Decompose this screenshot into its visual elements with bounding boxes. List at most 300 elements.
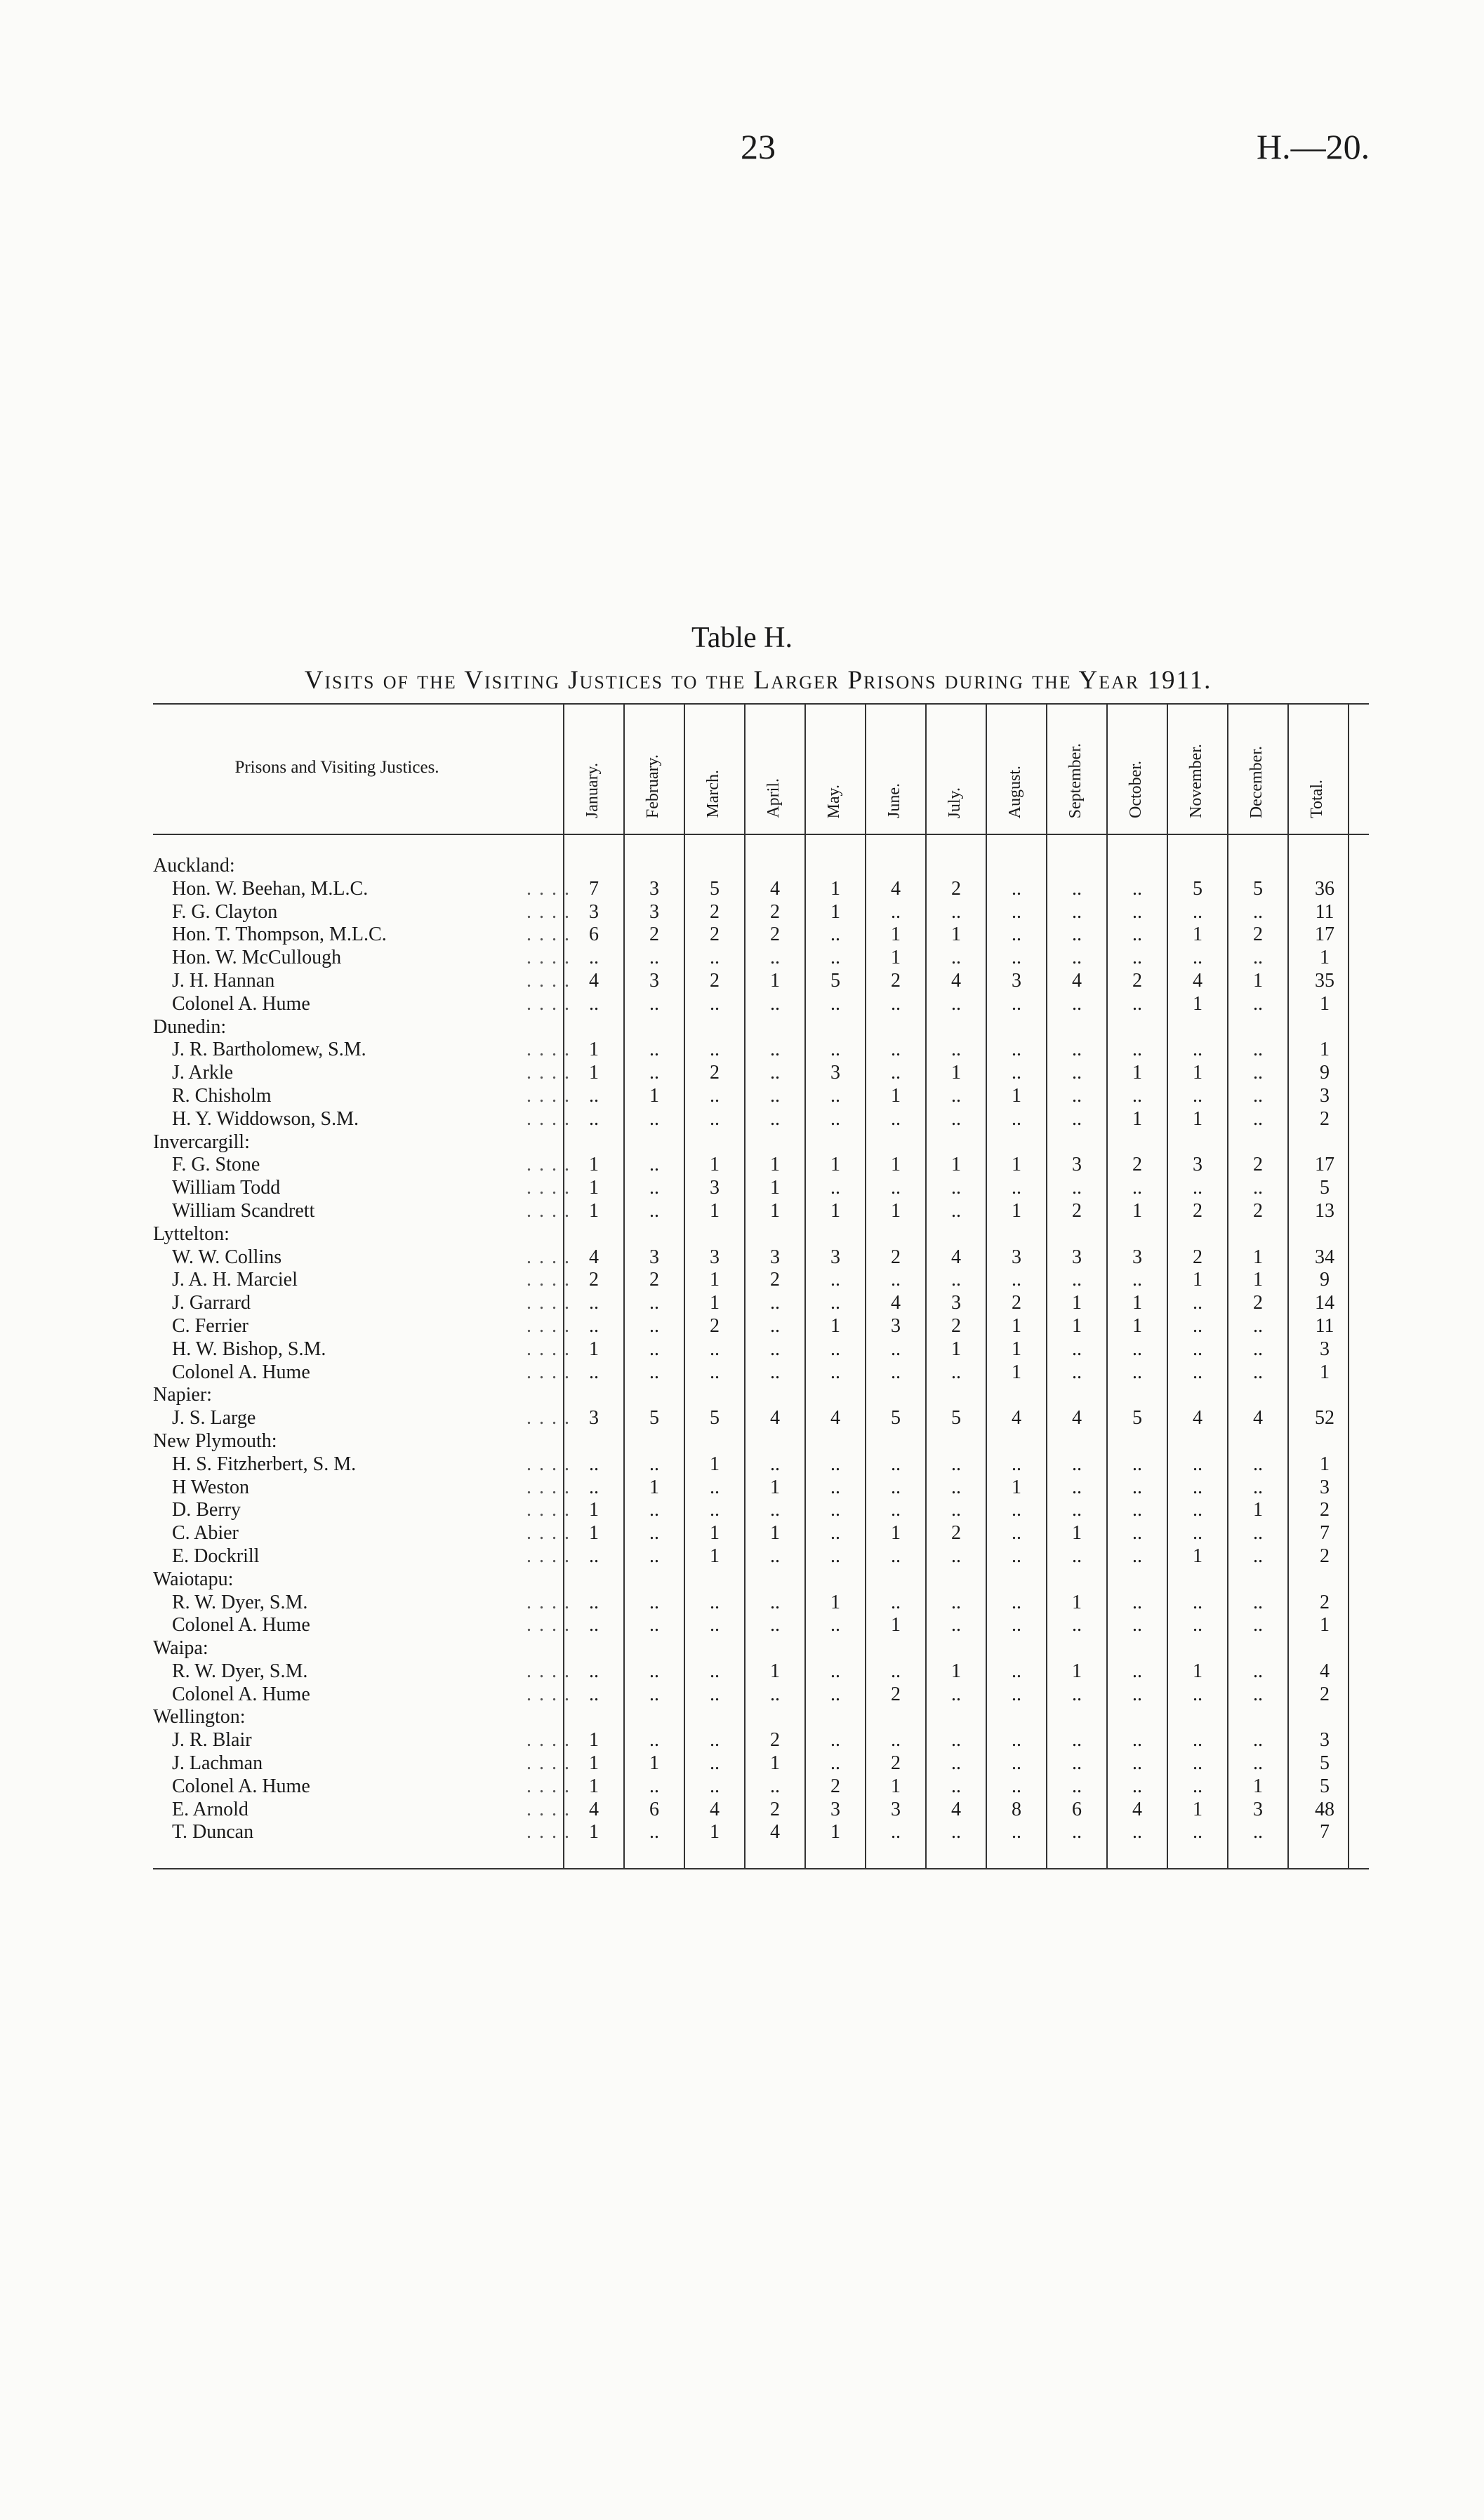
month-cell: .. xyxy=(1132,1591,1142,1613)
month-cell: .. xyxy=(1012,1660,1021,1682)
month-cell: 2 xyxy=(710,924,720,946)
month-cell: 1 xyxy=(891,1199,901,1222)
month-cell: 5 xyxy=(830,969,840,992)
month-cell: .. xyxy=(1072,1476,1082,1498)
month-cell: .. xyxy=(649,1545,659,1567)
month-cell: .. xyxy=(1072,1545,1082,1567)
month-cell: 1 xyxy=(1253,1499,1263,1521)
month-cell: .. xyxy=(770,992,780,1015)
month-cell: .. xyxy=(1132,1545,1142,1567)
month-cell: 4 xyxy=(1012,1407,1021,1429)
table-bottom-rule xyxy=(153,1868,1369,1869)
month-cell: .. xyxy=(589,1453,599,1475)
total-cell: 3 xyxy=(1320,1084,1330,1107)
table-row xyxy=(0,1614,1484,1637)
month-cell: 2 xyxy=(710,969,720,992)
month-cell: 1 xyxy=(951,1660,961,1682)
month-cell: 3 xyxy=(1012,1246,1021,1268)
column-header xyxy=(1167,709,1228,822)
month-cell: 4 xyxy=(891,877,901,900)
month-cell: 2 xyxy=(770,1729,780,1752)
leader-dots: . . . . xyxy=(526,992,571,1015)
total-cell: 7 xyxy=(1320,1522,1330,1545)
total-cell: 2 xyxy=(1320,1107,1330,1130)
total-cell: 3 xyxy=(1320,1476,1330,1498)
table-row xyxy=(0,1407,1484,1430)
month-cell: 1 xyxy=(1132,1314,1142,1337)
table-row xyxy=(0,1269,1484,1292)
month-cell: .. xyxy=(1072,1752,1082,1775)
month-cell: 3 xyxy=(830,1246,840,1268)
month-cell: .. xyxy=(589,1107,599,1130)
month-cell: .. xyxy=(951,1752,961,1775)
month-cell: 2 xyxy=(589,1269,599,1291)
month-cell: .. xyxy=(1253,1660,1263,1682)
month-cell: .. xyxy=(589,1591,599,1613)
month-cell: .. xyxy=(1253,1062,1263,1084)
month-cell: 1 xyxy=(1193,924,1203,946)
month-cell: 1 xyxy=(830,1199,840,1222)
month-cell: 3 xyxy=(710,1177,720,1199)
month-cell: 2 xyxy=(770,1798,780,1820)
month-cell: 1 xyxy=(770,969,780,992)
month-cell: .. xyxy=(951,1499,961,1521)
leader-dots: . . . . xyxy=(526,1545,571,1567)
month-cell: 3 xyxy=(649,900,659,923)
month-cell: 4 xyxy=(770,1407,780,1429)
month-cell: .. xyxy=(1012,1107,1021,1130)
total-cell: 1 xyxy=(1320,1039,1330,1061)
leader-dots: . . . . xyxy=(526,1269,571,1291)
month-cell: .. xyxy=(951,1775,961,1797)
month-cell: .. xyxy=(1253,1476,1263,1498)
month-cell: .. xyxy=(649,1729,659,1752)
month-cell: 1 xyxy=(1072,1660,1082,1682)
month-cell: 1 xyxy=(1012,1338,1021,1360)
table-top-rule xyxy=(153,703,1369,705)
month-cell: .. xyxy=(1193,1499,1203,1521)
month-cell: 2 xyxy=(710,1062,720,1084)
month-cell: .. xyxy=(830,1683,840,1705)
month-cell: .. xyxy=(1072,1177,1082,1199)
justice-name: E. Arnold xyxy=(172,1798,249,1820)
month-cell: 1 xyxy=(891,1522,901,1545)
month-cell: 1 xyxy=(589,1062,599,1084)
month-cell: .. xyxy=(649,1361,659,1383)
leader-dots: . . . . xyxy=(526,1798,571,1820)
month-cell: 1 xyxy=(710,1154,720,1176)
justice-name: T. Duncan xyxy=(172,1821,254,1844)
month-cell: .. xyxy=(951,1545,961,1567)
month-cell: .. xyxy=(951,1453,961,1475)
leader-dots: . . . . xyxy=(526,1199,571,1222)
total-cell: 3 xyxy=(1320,1729,1330,1752)
month-cell: .. xyxy=(710,1338,720,1360)
month-cell: .. xyxy=(1012,1499,1021,1521)
month-cell: .. xyxy=(710,1660,720,1682)
month-cell: .. xyxy=(589,1361,599,1383)
month-cell: 1 xyxy=(710,1821,720,1844)
header-bottom-rule xyxy=(153,834,1369,835)
column-header xyxy=(926,709,986,822)
month-cell: 4 xyxy=(710,1798,720,1820)
month-cell: 3 xyxy=(649,877,659,900)
month-cell: .. xyxy=(649,947,659,969)
justice-name: C. Ferrier xyxy=(172,1314,249,1337)
month-cell: .. xyxy=(1012,1453,1021,1475)
month-cell: 1 xyxy=(770,1154,780,1176)
total-cell: 7 xyxy=(1320,1821,1330,1844)
table-row xyxy=(0,1177,1484,1200)
leader-dots: . . . . xyxy=(526,877,571,900)
month-cell: .. xyxy=(649,1775,659,1797)
month-cell: .. xyxy=(1072,900,1082,923)
month-cell: .. xyxy=(589,1614,599,1636)
month-cell: .. xyxy=(1253,1453,1263,1475)
month-cell: 2 xyxy=(770,900,780,923)
leader-dots: . . . . xyxy=(526,1821,571,1844)
month-cell: .. xyxy=(1253,1683,1263,1705)
month-cell: 1 xyxy=(830,877,840,900)
month-cell: .. xyxy=(770,947,780,969)
month-cell: .. xyxy=(1132,1522,1142,1545)
month-cell: 6 xyxy=(649,1798,659,1820)
table-row xyxy=(0,1453,1484,1476)
month-cell: .. xyxy=(710,1361,720,1383)
month-cell: .. xyxy=(1132,1775,1142,1797)
month-cell: 1 xyxy=(1193,1107,1203,1130)
month-cell: .. xyxy=(649,1614,659,1636)
month-cell: 2 xyxy=(1132,969,1142,992)
month-cell: .. xyxy=(649,1199,659,1222)
month-cell: 1 xyxy=(1193,1660,1203,1682)
month-cell: .. xyxy=(1132,1614,1142,1636)
total-cell: 48 xyxy=(1315,1798,1334,1820)
month-cell: .. xyxy=(891,992,901,1015)
month-cell: 1 xyxy=(589,1522,599,1545)
month-cell: 1 xyxy=(1072,1292,1082,1314)
month-cell: .. xyxy=(1132,877,1142,900)
month-cell: .. xyxy=(830,1522,840,1545)
month-cell: 1 xyxy=(710,1292,720,1314)
stub-header: Prisons and Visiting Justices. xyxy=(234,758,439,777)
month-cell: 1 xyxy=(1072,1522,1082,1545)
month-cell: 1 xyxy=(830,1314,840,1337)
month-cell: .. xyxy=(1132,1361,1142,1383)
month-cell: .. xyxy=(891,1062,901,1084)
leader-dots: . . . . xyxy=(526,1752,571,1775)
month-cell: .. xyxy=(1072,1729,1082,1752)
month-cell: .. xyxy=(1012,1545,1021,1567)
month-cell: .. xyxy=(1253,1545,1263,1567)
month-cell: .. xyxy=(1193,1522,1203,1545)
month-cell: .. xyxy=(891,1338,901,1360)
leader-dots: . . . . xyxy=(526,1084,571,1107)
month-cell: .. xyxy=(1253,992,1263,1015)
month-cell: .. xyxy=(830,1545,840,1567)
month-cell: 3 xyxy=(830,1062,840,1084)
month-cell: .. xyxy=(830,1476,840,1498)
table-row xyxy=(0,1062,1484,1085)
month-cell: 1 xyxy=(710,1199,720,1222)
month-cell: .. xyxy=(951,1199,961,1222)
justice-name: R. W. Dyer, S.M. xyxy=(172,1591,308,1613)
month-cell: .. xyxy=(589,1683,599,1705)
justice-name: W. W. Collins xyxy=(172,1246,282,1268)
prison-group-row xyxy=(0,1384,1484,1407)
month-cell: .. xyxy=(649,1499,659,1521)
month-cell: 1 xyxy=(1193,1269,1203,1291)
month-cell: 5 xyxy=(710,877,720,900)
month-cell: 4 xyxy=(589,969,599,992)
total-cell: 1 xyxy=(1320,1453,1330,1475)
month-cell: 4 xyxy=(770,1821,780,1844)
month-cell: 4 xyxy=(951,969,961,992)
leader-dots: . . . . xyxy=(526,1729,571,1752)
month-cell: 1 xyxy=(1132,1107,1142,1130)
month-cell: .. xyxy=(1132,1084,1142,1107)
leader-dots: . . . . xyxy=(526,1683,571,1705)
month-cell: 1 xyxy=(951,1338,961,1360)
month-cell: 1 xyxy=(710,1522,720,1545)
table-row xyxy=(0,1499,1484,1522)
month-cell: .. xyxy=(891,1177,901,1199)
column-header xyxy=(1047,709,1107,822)
month-cell: .. xyxy=(830,1177,840,1199)
total-cell: 2 xyxy=(1320,1545,1330,1567)
month-cell: .. xyxy=(1193,1683,1203,1705)
month-cell: 2 xyxy=(1253,1199,1263,1222)
month-cell: 2 xyxy=(710,900,720,923)
justice-name: J. R. Bartholomew, S.M. xyxy=(172,1039,366,1061)
table-row xyxy=(0,1522,1484,1545)
column-header xyxy=(684,709,745,822)
table-row xyxy=(0,1108,1484,1131)
justice-name: Hon. W. McCullough xyxy=(172,947,342,969)
month-cell: .. xyxy=(1253,1361,1263,1383)
month-cell: .. xyxy=(1253,1084,1263,1107)
month-cell: .. xyxy=(830,1660,840,1682)
month-cell: .. xyxy=(770,1545,780,1567)
month-cell: .. xyxy=(1132,1729,1142,1752)
month-cell: .. xyxy=(891,1729,901,1752)
month-cell: .. xyxy=(770,1683,780,1705)
month-cell: .. xyxy=(1193,947,1203,969)
month-cell: .. xyxy=(649,1062,659,1084)
month-cell: .. xyxy=(951,1591,961,1613)
month-cell: 1 xyxy=(1253,1269,1263,1291)
month-cell: .. xyxy=(1193,1614,1203,1636)
month-cell: .. xyxy=(1072,1453,1082,1475)
month-cell: .. xyxy=(951,1039,961,1061)
leader-dots: . . . . xyxy=(526,1660,571,1682)
month-cell: 1 xyxy=(1253,1775,1263,1797)
month-cell: .. xyxy=(1253,1729,1263,1752)
column-header-label: June. xyxy=(885,783,903,818)
month-cell: .. xyxy=(1072,947,1082,969)
month-cell: 3 xyxy=(830,1798,840,1820)
month-cell: .. xyxy=(649,1522,659,1545)
month-cell: .. xyxy=(710,1591,720,1613)
month-cell: .. xyxy=(1012,1062,1021,1084)
justice-name: J. Lachman xyxy=(172,1752,263,1775)
month-cell: 2 xyxy=(770,924,780,946)
month-cell: 4 xyxy=(770,877,780,900)
month-cell: .. xyxy=(1072,1614,1082,1636)
leader-dots: . . . . xyxy=(526,1314,571,1337)
month-cell: .. xyxy=(1132,1453,1142,1475)
leader-dots: . . . . xyxy=(526,1361,571,1383)
month-cell: 1 xyxy=(891,924,901,946)
leader-dots: . . . . xyxy=(526,1775,571,1797)
month-cell: .. xyxy=(770,1499,780,1521)
column-header-label: January. xyxy=(583,762,602,818)
month-cell: .. xyxy=(1253,1314,1263,1337)
month-cell: 7 xyxy=(589,877,599,900)
total-cell: 5 xyxy=(1320,1177,1330,1199)
month-cell: .. xyxy=(589,992,599,1015)
month-cell: .. xyxy=(1253,1614,1263,1636)
leader-dots: . . . . xyxy=(526,1292,571,1314)
month-cell: .. xyxy=(1012,947,1021,969)
document-reference: H.—20. xyxy=(1257,127,1370,166)
month-cell: 4 xyxy=(1253,1407,1263,1429)
month-cell: .. xyxy=(649,1821,659,1844)
month-cell: .. xyxy=(1072,1683,1082,1705)
month-cell: .. xyxy=(891,1499,901,1521)
month-cell: .. xyxy=(770,1338,780,1360)
column-header-label: July. xyxy=(946,787,964,818)
month-cell: .. xyxy=(830,1361,840,1383)
leader-dots: . . . . xyxy=(526,1154,571,1176)
column-header xyxy=(624,709,684,822)
month-cell: .. xyxy=(891,1107,901,1130)
table-row xyxy=(0,1315,1484,1338)
total-cell: 2 xyxy=(1320,1591,1330,1613)
total-cell: 13 xyxy=(1315,1199,1334,1222)
month-cell: .. xyxy=(1253,1522,1263,1545)
total-cell: 2 xyxy=(1320,1499,1330,1521)
prison-group-row xyxy=(0,1016,1484,1039)
justice-name: J. H. Hannan xyxy=(172,969,275,992)
leader-dots: . . . . xyxy=(526,1246,571,1268)
month-cell: .. xyxy=(1193,900,1203,923)
prison-name: Dunedin: xyxy=(153,1015,227,1038)
justice-name: Hon. T. Thompson, M.L.C. xyxy=(172,924,387,946)
month-cell: .. xyxy=(710,1729,720,1752)
month-cell: .. xyxy=(1132,900,1142,923)
justice-name: William Scandrett xyxy=(172,1199,315,1222)
total-cell: 9 xyxy=(1320,1062,1330,1084)
month-cell: .. xyxy=(649,1660,659,1682)
month-cell: 5 xyxy=(1253,877,1263,900)
month-cell: .. xyxy=(830,1752,840,1775)
justice-name: H Weston xyxy=(172,1476,250,1498)
month-cell: 1 xyxy=(830,1821,840,1844)
month-cell: 1 xyxy=(589,1177,599,1199)
justice-name: Colonel A. Hume xyxy=(172,1361,310,1383)
prison-group-row xyxy=(0,1637,1484,1660)
month-cell: .. xyxy=(1072,1338,1082,1360)
month-cell: .. xyxy=(830,1338,840,1360)
month-cell: .. xyxy=(830,1499,840,1521)
month-cell: 2 xyxy=(830,1775,840,1797)
month-cell: .. xyxy=(1072,1107,1082,1130)
table-row xyxy=(0,1361,1484,1385)
month-cell: .. xyxy=(770,1591,780,1613)
month-cell: .. xyxy=(649,1107,659,1130)
month-cell: .. xyxy=(1253,1338,1263,1360)
month-cell: 1 xyxy=(589,1039,599,1061)
month-cell: .. xyxy=(891,1545,901,1567)
month-cell: .. xyxy=(1012,1591,1021,1613)
justice-name: J. R. Blair xyxy=(172,1729,252,1752)
month-cell: .. xyxy=(951,1821,961,1844)
month-cell: .. xyxy=(710,1084,720,1107)
month-cell: 1 xyxy=(1072,1314,1082,1337)
month-cell: .. xyxy=(830,1084,840,1107)
total-cell: 1 xyxy=(1320,992,1330,1015)
month-cell: .. xyxy=(830,1269,840,1291)
justice-name: J. Arkle xyxy=(172,1062,234,1084)
month-cell: .. xyxy=(1012,1729,1021,1752)
prison-name: Waiotapu: xyxy=(153,1568,234,1590)
month-cell: .. xyxy=(710,1107,720,1130)
month-cell: 1 xyxy=(1012,1314,1021,1337)
total-cell: 2 xyxy=(1320,1683,1330,1705)
column-header-label: May. xyxy=(825,784,843,818)
total-cell: 9 xyxy=(1320,1269,1330,1291)
leader-dots: . . . . xyxy=(526,1407,571,1429)
month-cell: .. xyxy=(649,1591,659,1613)
month-cell: .. xyxy=(1072,1084,1082,1107)
month-cell: 1 xyxy=(589,1338,599,1360)
table-row xyxy=(0,1200,1484,1223)
month-cell: .. xyxy=(1012,1683,1021,1705)
justice-name: H. W. Bishop, S.M. xyxy=(172,1338,326,1360)
justice-name: Colonel A. Hume xyxy=(172,992,310,1015)
leader-dots: . . . . xyxy=(526,900,571,923)
month-cell: 3 xyxy=(589,900,599,923)
justice-name: Colonel A. Hume xyxy=(172,1614,310,1636)
month-cell: .. xyxy=(1193,1476,1203,1498)
month-cell: 4 xyxy=(1132,1798,1142,1820)
table-body xyxy=(0,855,1484,1844)
month-cell: 1 xyxy=(951,924,961,946)
month-cell: 1 xyxy=(710,1453,720,1475)
total-cell: 4 xyxy=(1320,1660,1330,1682)
month-cell: .. xyxy=(770,1292,780,1314)
month-cell: 2 xyxy=(1132,1154,1142,1176)
month-cell: .. xyxy=(891,1821,901,1844)
month-cell: 4 xyxy=(951,1246,961,1268)
month-cell: .. xyxy=(1012,1039,1021,1061)
month-cell: .. xyxy=(710,947,720,969)
table-row xyxy=(0,1592,1484,1615)
month-cell: 1 xyxy=(1193,1545,1203,1567)
month-cell: 3 xyxy=(649,969,659,992)
month-cell: .. xyxy=(951,1476,961,1498)
month-cell: 2 xyxy=(891,1246,901,1268)
table-row xyxy=(0,993,1484,1016)
column-header xyxy=(986,709,1047,822)
month-cell: .. xyxy=(1132,1338,1142,1360)
month-cell: 4 xyxy=(891,1292,901,1314)
table-row xyxy=(0,1246,1484,1269)
month-cell: .. xyxy=(649,992,659,1015)
month-cell: 1 xyxy=(589,1199,599,1222)
column-header xyxy=(805,709,866,822)
